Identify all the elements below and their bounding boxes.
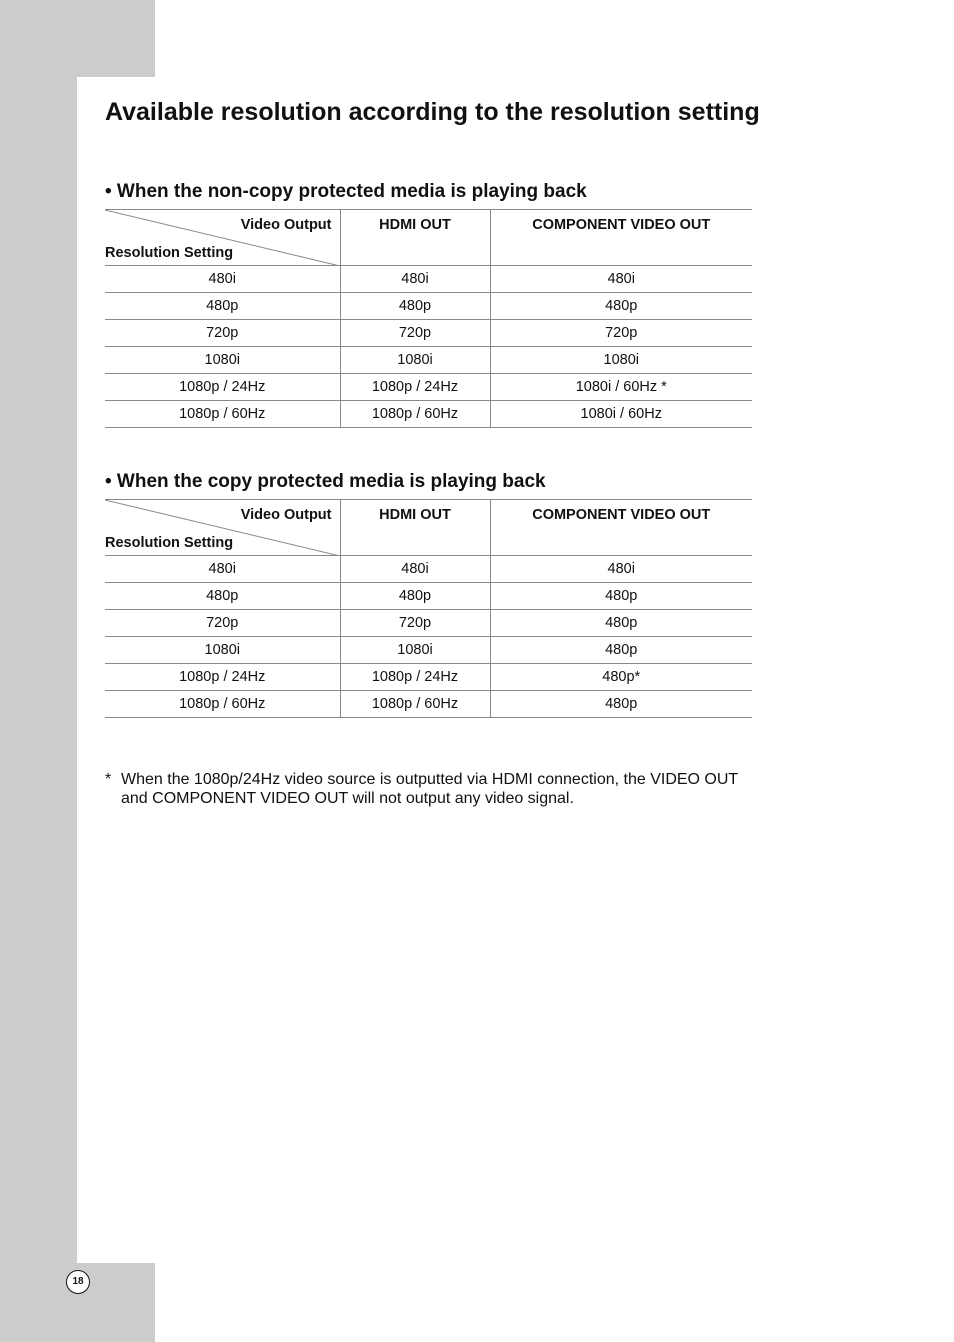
component-out-cell: 480p (490, 691, 752, 718)
resolution-setting-cell: 1080p / 60Hz (105, 691, 340, 718)
top-tab-band (77, 0, 155, 77)
resolution-table-non-copy (105, 209, 752, 428)
resolution-setting-cell: 480i (105, 266, 340, 293)
table-row (105, 556, 752, 583)
component-out-cell: 480p* (490, 664, 752, 691)
table-row (105, 637, 752, 664)
hdmi-out-cell: 1080i (340, 637, 490, 664)
hdmi-out-cell: 480i (340, 556, 490, 583)
diagonal-header-cell (105, 500, 340, 556)
table-row (105, 320, 752, 347)
resolution-setting-label: Resolution Setting (105, 535, 234, 551)
hdmi-out-cell: 480i (340, 266, 490, 293)
component-out-cell: 480i (490, 556, 752, 583)
hdmi-out-cell: 1080p / 24Hz (340, 374, 490, 401)
table-row (105, 266, 752, 293)
table-row (105, 293, 752, 320)
resolution-setting-cell: 1080p / 24Hz (105, 664, 340, 691)
table-row (105, 583, 752, 610)
footnote-text: When the 1080p/24Hz video source is outputted via HDMI connection, the VIDEO OUT and COMPONENT VIDEO OUT will not output any video signal. (121, 771, 738, 807)
component-out-cell: 1080i / 60Hz * (490, 374, 752, 401)
bottom-tab-band (77, 1263, 155, 1342)
table-row (105, 610, 752, 637)
resolution-setting-cell: 1080i (105, 637, 340, 664)
resolution-table-copy-protected (105, 499, 752, 718)
resolution-setting-cell: 1080p / 60Hz (105, 401, 340, 428)
video-output-label: Video Output (240, 217, 332, 233)
hdmi-out-cell: 720p (340, 320, 490, 347)
resolution-setting-cell: 720p (105, 610, 340, 637)
section-heading-non-copy: • When the non-copy protected media is playing back (105, 181, 587, 202)
table-row (105, 374, 752, 401)
component-out-cell: 480p (490, 610, 752, 637)
hdmi-out-cell: 720p (340, 610, 490, 637)
page-number-badge: 18 (66, 1270, 90, 1294)
hdmi-out-cell: 1080p / 60Hz (340, 691, 490, 718)
table-row (105, 347, 752, 374)
diagonal-header-cell (105, 210, 340, 266)
hdmi-out-cell: 1080p / 24Hz (340, 664, 490, 691)
video-output-label: Video Output (240, 507, 332, 523)
hdmi-out-cell: 480p (340, 583, 490, 610)
hdmi-out-header: HDMI OUT (340, 210, 490, 266)
resolution-setting-cell: 720p (105, 320, 340, 347)
table-row (105, 401, 752, 428)
resolution-setting-cell: 480p (105, 293, 340, 320)
table-header-row (105, 500, 752, 556)
component-out-cell: 480p (490, 637, 752, 664)
hdmi-out-cell: 480p (340, 293, 490, 320)
section-heading-copy-protected: • When the copy protected media is playing back (105, 471, 546, 492)
resolution-setting-label: Resolution Setting (105, 245, 234, 261)
resolution-setting-cell: 1080i (105, 347, 340, 374)
component-out-cell: 1080i (490, 347, 752, 374)
component-out-cell: 1080i / 60Hz (490, 401, 752, 428)
component-out-cell: 720p (490, 320, 752, 347)
left-margin-band (0, 0, 77, 1342)
component-video-out-header: COMPONENT VIDEO OUT (490, 500, 752, 556)
hdmi-out-cell: 1080i (340, 347, 490, 374)
component-out-cell: 480i (490, 266, 752, 293)
resolution-setting-cell: 1080p / 24Hz (105, 374, 340, 401)
hdmi-out-cell: 1080p / 60Hz (340, 401, 490, 428)
resolution-setting-cell: 480i (105, 556, 340, 583)
table-row (105, 664, 752, 691)
hdmi-out-header: HDMI OUT (340, 500, 490, 556)
page-title: Available resolution according to the resolution setting (105, 98, 760, 126)
component-video-out-header: COMPONENT VIDEO OUT (490, 210, 752, 266)
component-out-cell: 480p (490, 293, 752, 320)
table-header-row (105, 210, 752, 266)
resolution-setting-cell: 480p (105, 583, 340, 610)
footnote-marker: * (105, 771, 112, 788)
table-row (105, 691, 752, 718)
component-out-cell: 480p (490, 583, 752, 610)
footnote (105, 770, 745, 808)
